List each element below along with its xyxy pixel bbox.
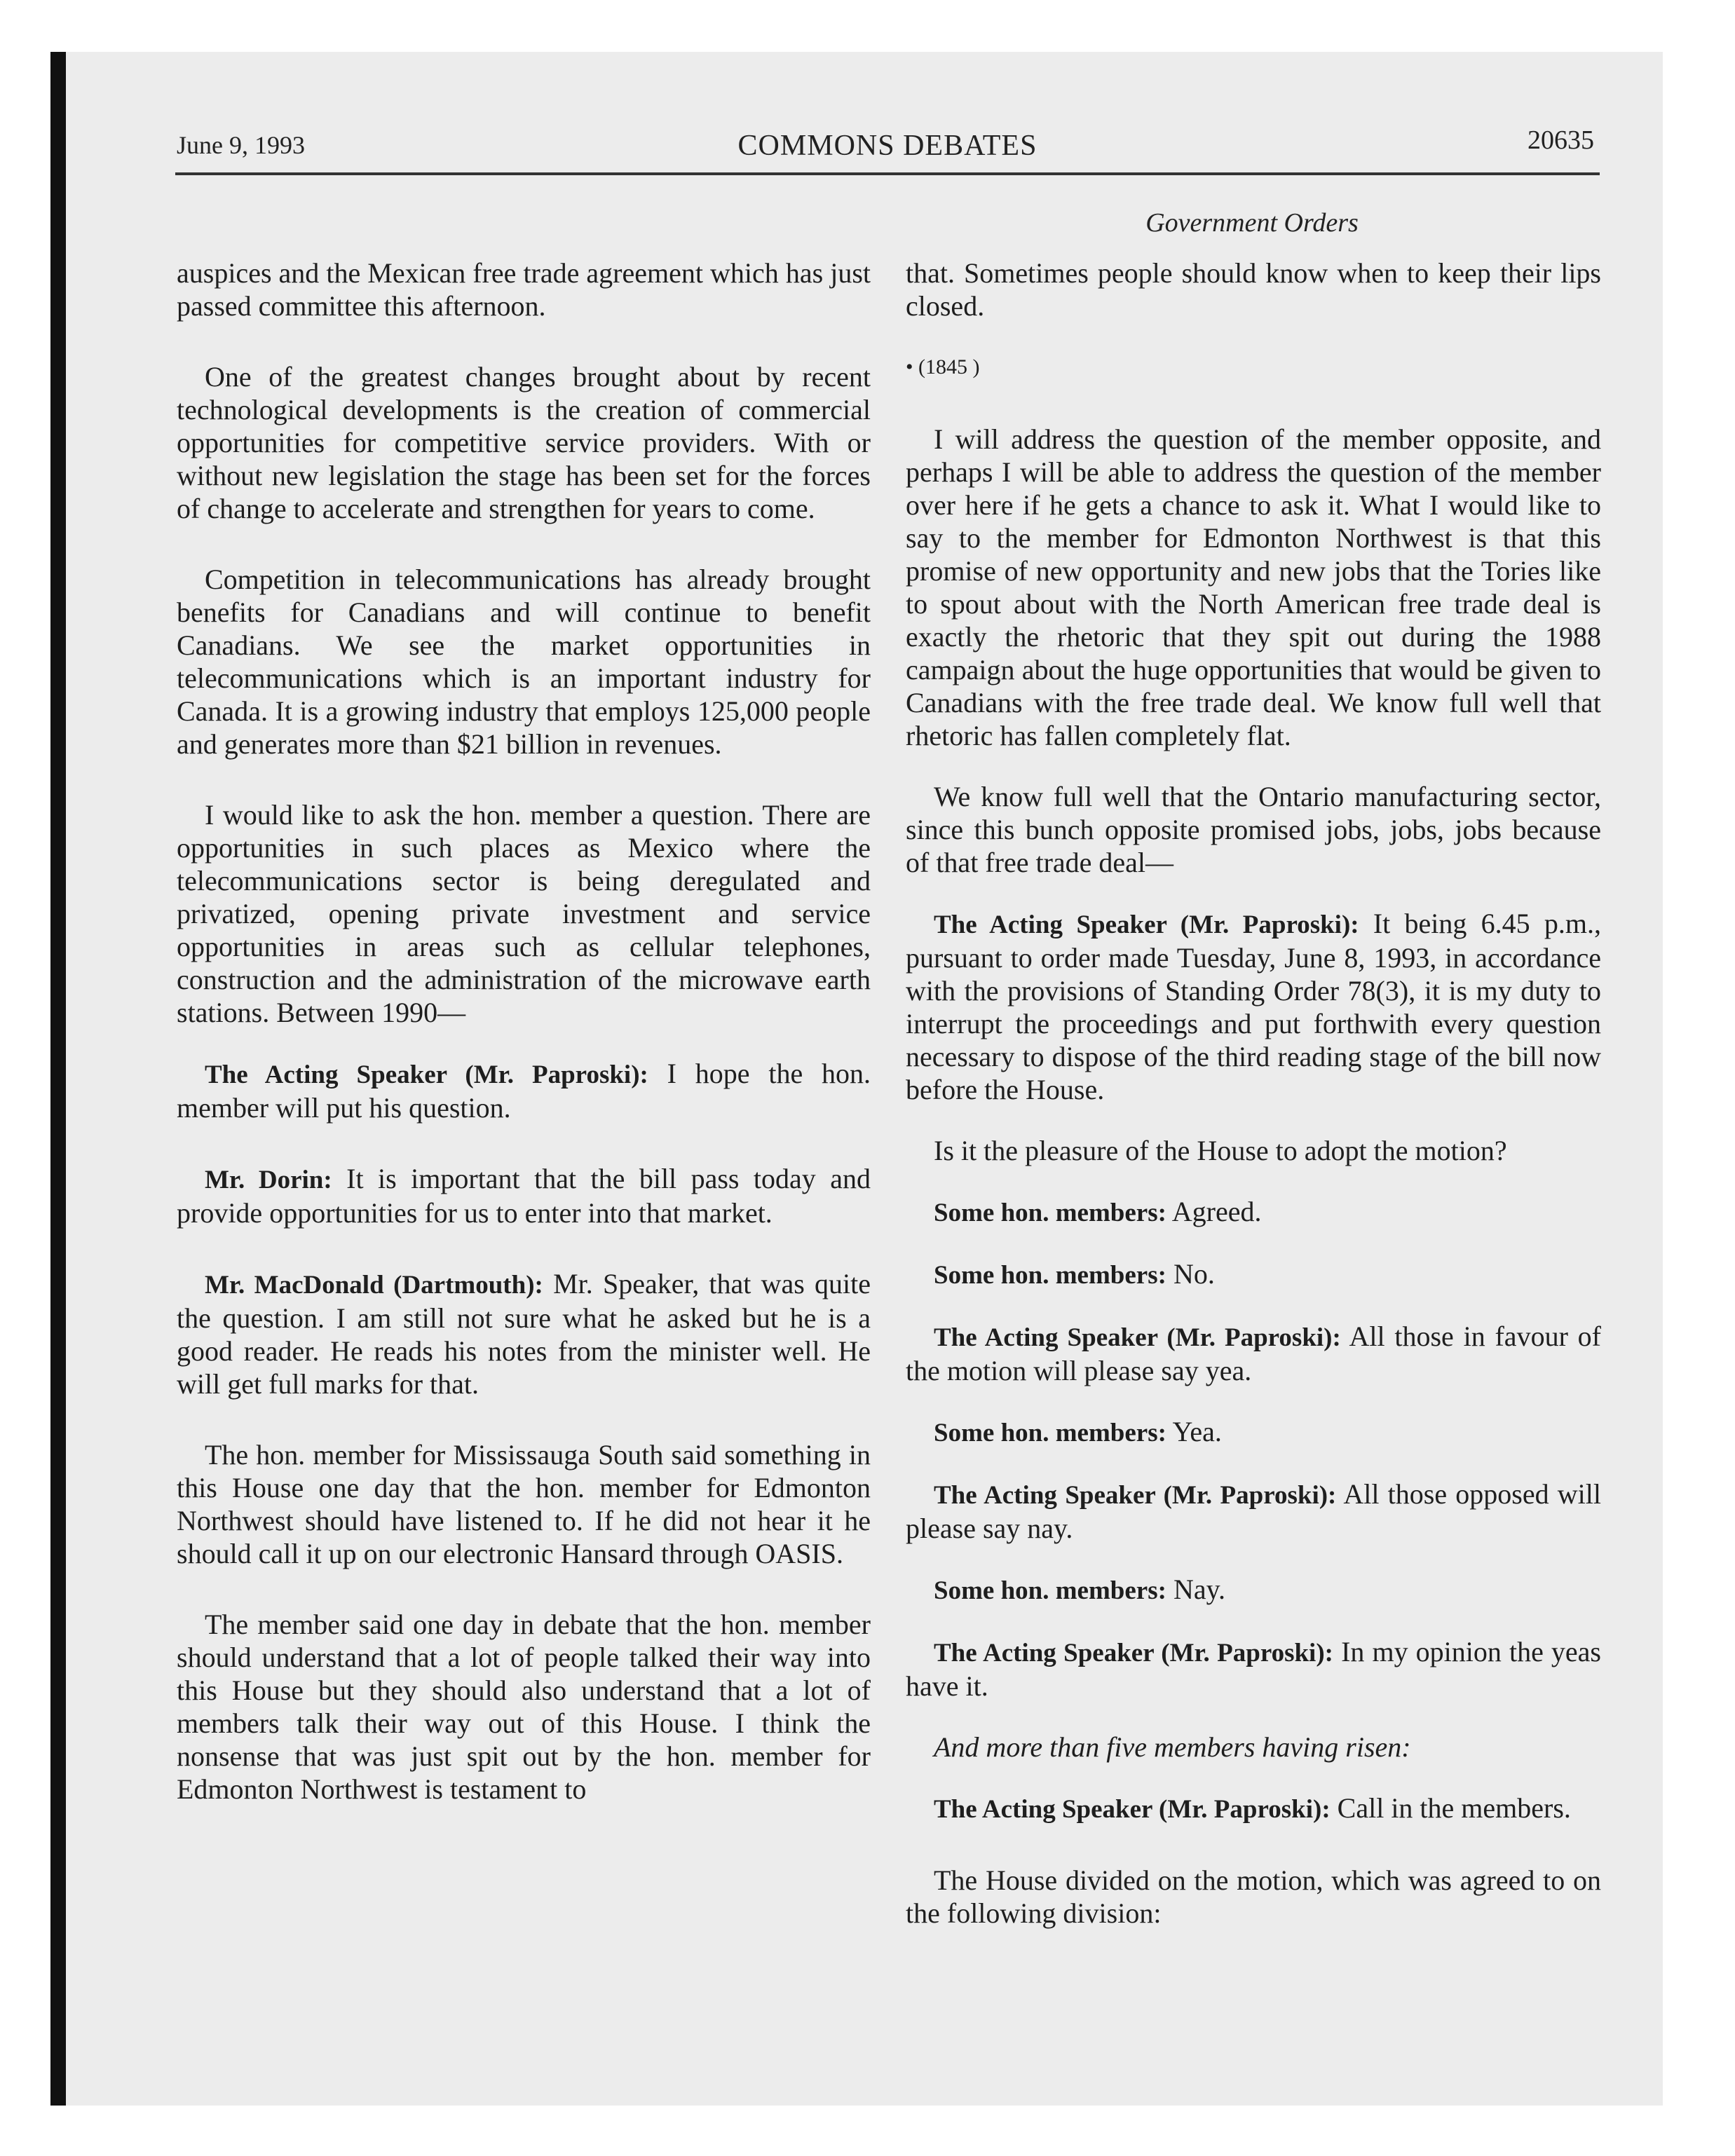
- speech-paragraph: Mr. Dorin: It is important that the bill pass today and provide opportunities for us to enter into that market.: [177, 1163, 871, 1229]
- paragraph: I would like to ask the hon. member a question. There are opportunities in such places as Mexico where the telecommunications sector is being deregulated and privatized, opening private investment and service opportunities in areas such as cellular telephones, construction and the administration of the microwave earth stations. Between 1990—: [177, 799, 871, 1028]
- header-journal-title: COMMONS DEBATES: [737, 130, 1037, 162]
- speech-paragraph: Some hon. members: No.: [934, 1258, 1215, 1290]
- speaker-name: Some hon. members:: [934, 1261, 1166, 1290]
- paragraph: We know full well that the Ontario manufacturing sector, since this bunch opposite promised jobs, jobs, jobs because of that free trade deal—: [906, 781, 1601, 878]
- speaker-name: Mr. Dorin:: [205, 1166, 332, 1194]
- speech-paragraph: The Acting Speaker (Mr. Paproski): All those opposed will please say nay.: [906, 1478, 1601, 1544]
- speaker-name: The Acting Speaker (Mr. Paproski):: [934, 1481, 1337, 1510]
- time-marker: • (1845 ): [906, 355, 980, 378]
- header-page-number: 20635: [1528, 125, 1594, 155]
- running-header: [175, 125, 1600, 175]
- speech-paragraph: The Acting Speaker (Mr. Paproski): It being 6.45 p.m., pursuant to order made Tuesday, June 8, 1993, in accordance with the provisions of Standing Order 78(3), it is my duty to interrupt the proceedings and put forthwith every question necessary to dispose of the third reading stage of the bill now before the House.: [906, 908, 1601, 1105]
- speech-paragraph: Some hon. members: Nay.: [934, 1574, 1225, 1605]
- paragraph: The member said one day in debate that the hon. member should understand that a lot of people talked their way into this House but they should also understand that a lot of members talk their way out of this House. I think the nonsense that was just spit out by the hon. member for Edmonton Northwest is testament to: [177, 1609, 871, 1805]
- scan-edge: [50, 52, 66, 2106]
- stage-direction: And more than five members having risen:: [934, 1731, 1411, 1763]
- speech-paragraph: The Acting Speaker (Mr. Paproski): I hope the hon. member will put his question.: [177, 1058, 871, 1124]
- paragraph: auspices and the Mexican free trade agreement which has just passed committee this afternoon.: [177, 257, 871, 322]
- speaker-name: The Acting Speaker (Mr. Paproski):: [205, 1060, 648, 1089]
- speaker-name: Some hon. members:: [934, 1576, 1166, 1605]
- right-column: [906, 257, 1601, 1958]
- header-date: June 9, 1993: [177, 131, 305, 159]
- speech-paragraph: The Acting Speaker (Mr. Paproski): Call in the members.: [934, 1792, 1571, 1824]
- paragraph: Competition in telecommunications has already brought benefits for Canadians and will continue to benefit Canadians. We see the market opportunities in telecommunications which is an important industry for Canada. It is a growing industry that employs 125,000 people and generates more than $21 billion in revenues.: [177, 564, 871, 760]
- paragraph: The House divided on the motion, which was agreed to on the following division:: [906, 1864, 1601, 1929]
- speaker-name: The Acting Speaker (Mr. Paproski):: [934, 1323, 1341, 1352]
- paragraph: The hon. member for Mississauga South said something in this House one day that the hon. member for Edmonton Northwest should have listened to. If he did not hear it he should call it up on our electronic Hansard through OASIS.: [177, 1439, 871, 1569]
- speaker-name: Some hon. members:: [934, 1419, 1166, 1447]
- speech-paragraph: Some hon. members: Yea.: [934, 1416, 1222, 1447]
- speaker-name: The Acting Speaker (Mr. Paproski):: [934, 910, 1359, 939]
- speaker-name: The Acting Speaker (Mr. Paproski):: [934, 1795, 1331, 1824]
- left-column: [177, 257, 871, 1834]
- speaker-name: Some hon. members:: [934, 1199, 1166, 1227]
- speaker-name: Mr. MacDonald (Dartmouth):: [205, 1271, 543, 1299]
- speech-paragraph: Some hon. members: Agreed.: [934, 1196, 1262, 1227]
- speech-paragraph: Mr. MacDonald (Dartmouth): Mr. Speaker, that was quite the question. I am still not sure what he asked but he is a good reader. He reads his notes from the minister well. He will get full marks for that.: [177, 1268, 871, 1400]
- paragraph: Is it the pleasure of the House to adopt the motion?: [934, 1135, 1507, 1166]
- paragraph: I will address the question of the member opposite, and perhaps I will be able to address the question of the member over here if he gets a chance to ask it. What I would like to say to the member for Edmonton Northwest is that this promise of new opportunity and new jobs that the Tories like to spout about with the North American free trade deal is exactly the rhetoric that they spit out during the 1988 campaign about the huge opportunities that would be given to Canadians with the free trade deal. We know full well that rhetoric has fallen completely flat.: [906, 423, 1601, 751]
- paragraph: that. Sometimes people should know when to keep their lips closed.: [906, 257, 1601, 322]
- section-title: Government Orders: [1145, 208, 1359, 238]
- paragraph: One of the greatest changes brought about by recent technological developments is the creation of commercial opportunities for competitive service providers. With or without new legislation the stage has been set for the forces of change to accelerate and strengthen for years to come.: [177, 361, 871, 524]
- speech-paragraph: The Acting Speaker (Mr. Paproski): All those in favour of the motion will please say yea.: [906, 1321, 1601, 1386]
- speaker-name: The Acting Speaker (Mr. Paproski):: [934, 1639, 1333, 1667]
- speech-paragraph: The Acting Speaker (Mr. Paproski): In my opinion the yeas have it.: [906, 1636, 1601, 1702]
